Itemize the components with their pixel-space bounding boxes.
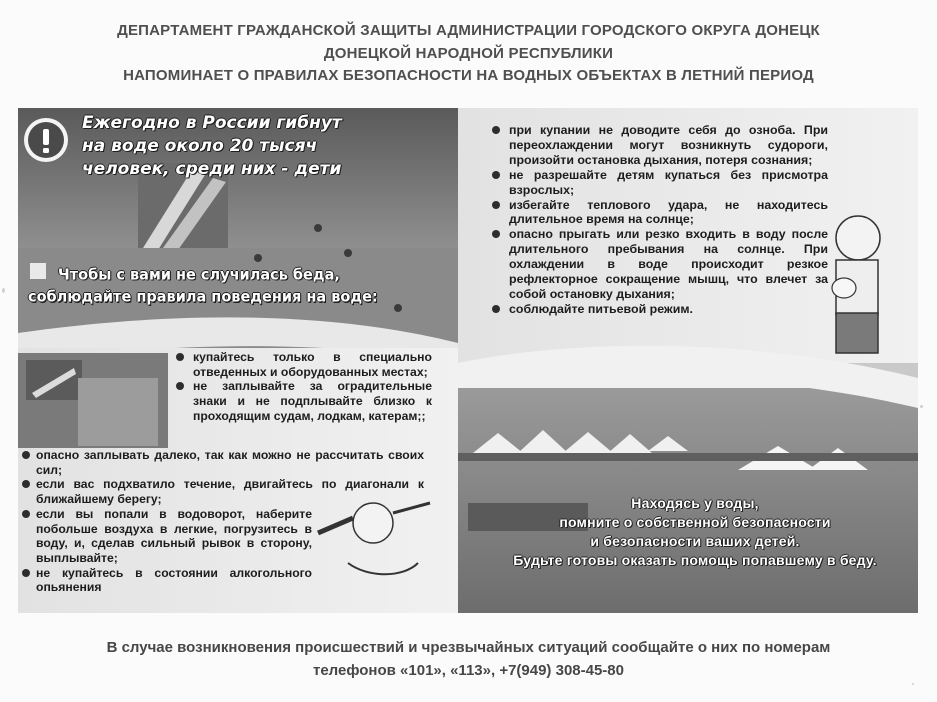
headline-line-3: человек, среди них - дети [82, 159, 342, 179]
boy-drinking-illustration [832, 216, 880, 353]
headline-line-2: на воде около 20 тысяч [82, 136, 318, 156]
header [20, 20, 917, 88]
rules-right [490, 123, 828, 317]
list-item: не купайтесь в состоянии алкогольного опьянения [20, 566, 312, 595]
footer-line-1: В случае возникновения происшествий и чрезвычайных ситуаций сообщайте о них по номерам [106, 639, 831, 656]
closing-line-2: помните о собственной безопасности [559, 514, 831, 530]
closing-line-4: Будьте готовы оказать помощь попавшему в беду. [513, 552, 877, 568]
header-line-2: ДОНЕЦКОЙ НАРОДНОЙ РЕСПУБЛИКИ [323, 44, 614, 62]
scan-speck [912, 683, 914, 685]
poster-headline [82, 112, 422, 181]
poster-callout [28, 265, 448, 309]
list-item: опасно прыгать или резко входить в воду после длительного пребывания на солнце. При охлаждении в воде происходит резкое рефлекторное сокращение мышц, что влечет за собой остановку дыхания; [490, 227, 828, 302]
closing-line-1: Находясь у воды, [631, 495, 759, 511]
scan-speck [2, 288, 5, 293]
header-line-3: НАПОМИНАЕТ О ПРАВИЛАХ БЕЗОПАСНОСТИ НА ВОДНЫХ ОБЪЕКТАХ В ЛЕТНИЙ ПЕРИОД [123, 67, 814, 84]
footer-line-2: телефонов «101», «113», +7(949) 308-45-80 [312, 661, 624, 679]
poster-closing-message [472, 494, 918, 570]
list-item: соблюдайте питьевой режим. [490, 302, 828, 317]
header-line-1: ДЕПАРТАМЕНТ ГРАЖДАНСКОЙ ЗАЩИТЫ АДМИНИСТРАЦИИ ГОРОДСКОГО ОКРУГА ДОНЕЦК [117, 22, 820, 39]
list-item: избегайте теплового удара, не находитесь длительное время на солнце; [490, 198, 828, 228]
footer-contacts [20, 637, 917, 682]
headline-line-1: Ежегодно в России гибнут [82, 113, 342, 133]
callout-line-1: Чтобы с вами не случилась беда, [58, 267, 340, 284]
list-item: не разрешайте детям купаться без присмотра взрослых; [490, 168, 828, 198]
closing-line-3: и безопасности ваших детей. [590, 533, 800, 549]
list-item: при купании не доводите себя до озноба. При переохлаждении могут возникнуть судороги, произойти остановка дыхания, потеря сознания; [490, 123, 828, 168]
callout-line-2: соблюдайте правила поведения на воде: [28, 289, 378, 306]
rules-left-top [174, 350, 432, 424]
list-item: не заплывайте за оградительные знаки и не подплывайте близко к проходящим судам, лодкам, катерам;; [174, 379, 432, 423]
rules-left-bottom [20, 448, 424, 595]
exclamation-icon [36, 127, 56, 155]
list-item: если вас подхватило течение, двигайтесь по диагонали к ближайшему берегу; [20, 477, 424, 506]
list-item: если вы попали в водоворот, наберите побольше воздуха в легкие, погрузитесь в воду, и, сделав сильный рывок в сторону, выплывайте; [20, 507, 312, 566]
safety-poster [18, 108, 918, 613]
list-item: купайтесь только в специально отведенных и оборудованных местах; [174, 350, 432, 379]
list-item: опасно заплывать далеко, так как можно не рассчитать своих сил; [20, 448, 424, 477]
scan-speck [920, 405, 923, 408]
